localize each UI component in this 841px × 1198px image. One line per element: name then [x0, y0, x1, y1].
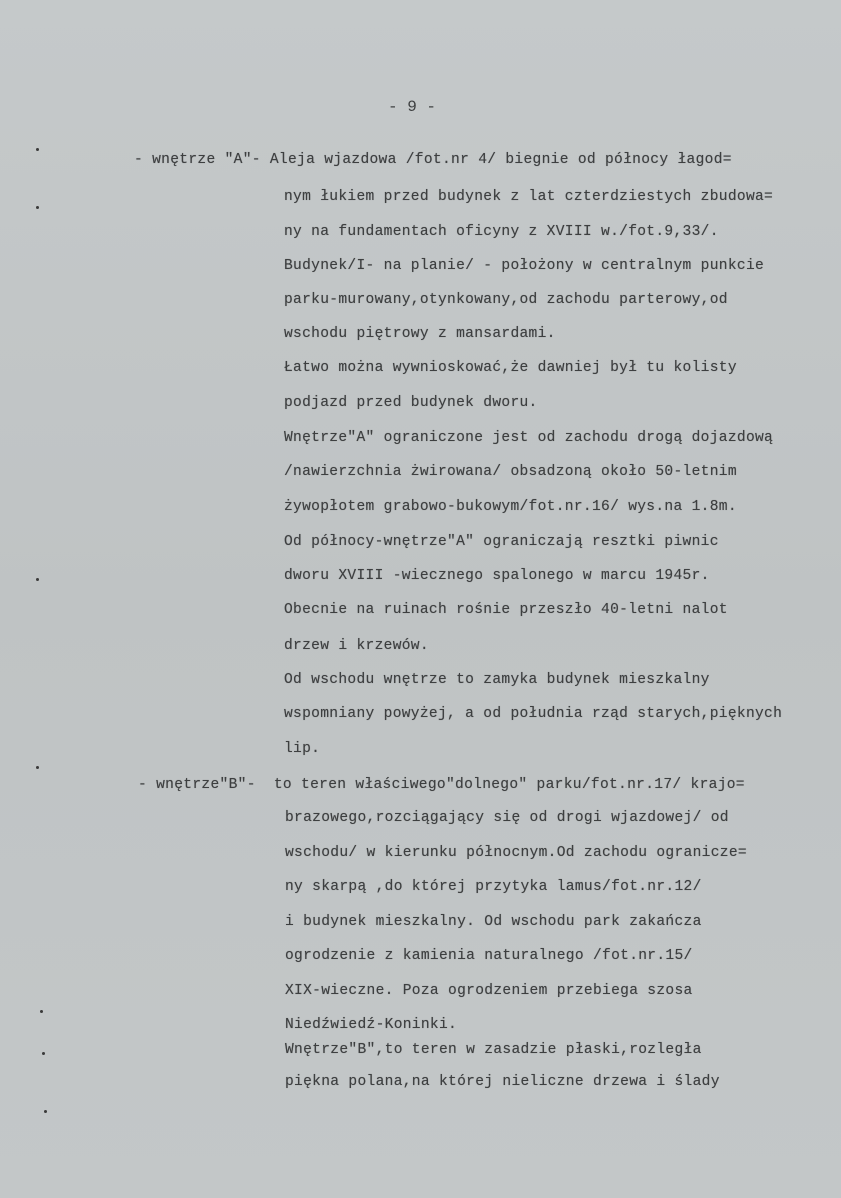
text-line: wschodu piętrowy z mansardami. — [284, 326, 556, 342]
text-line: ny na fundamentach oficyny z XVIII w./fot.9,33/. — [284, 224, 719, 240]
text-line: Wnętrze"A" ograniczone jest od zachodu drogą dojazdową — [284, 430, 774, 446]
margin-dot — [44, 1110, 47, 1113]
text-line: podjazd przed budynek dworu. — [284, 395, 538, 411]
text-line: Niedźwiedź-Koninki. — [285, 1017, 458, 1033]
text-line: Wnętrze"B",to teren w zasadzie płaski,rozległa — [285, 1042, 702, 1058]
margin-dot — [36, 578, 39, 581]
text-line: wspomniany powyżej, a od południa rząd starych,pięknych — [284, 706, 783, 722]
text-line: Obecnie na ruinach rośnie przeszło 40-letni nalot — [284, 602, 728, 618]
text-line: - wnętrze "A"- Aleja wjazdowa /fot.nr 4/ biegnie od północy łagod= — [134, 152, 732, 168]
text-line: brazowego,rozciągający się od drogi wjazdowej/ od — [285, 810, 729, 826]
text-line: wschodu/ w kierunku północnym.Od zachodu ogranicze= — [285, 845, 747, 861]
text-line: parku-murowany,otynkowany,od zachodu parterowy,od — [284, 292, 728, 308]
margin-dot — [36, 766, 39, 769]
text-line: lip. — [284, 741, 321, 757]
text-line: ogrodzenie z kamienia naturalnego /fot.nr.15/ — [285, 948, 693, 964]
text-line: piękna polana,na której nieliczne drzewa i ślady — [285, 1074, 720, 1090]
page-number: - 9 - — [388, 98, 437, 116]
margin-dot — [40, 1010, 43, 1013]
margin-dot — [36, 148, 39, 151]
text-line: Budynek/I- na planie/ - położony w centralnym punkcie — [284, 258, 765, 274]
text-line: Od północy-wnętrze"A" ograniczają resztki piwnic — [284, 534, 719, 550]
text-line: dworu XVIII -wiecznego spalonego w marcu 1945r. — [284, 568, 710, 584]
margin-dot — [36, 206, 39, 209]
text-line: /nawierzchnia żwirowana/ obsadzoną około 50-letnim — [284, 464, 737, 480]
text-line: i budynek mieszkalny. Od wschodu park zakańcza — [285, 914, 702, 930]
text-line: ny skarpą ,do której przytyka lamus/fot.nr.12/ — [285, 879, 702, 895]
text-line: żywopłotem grabowo-bukowym/fot.nr.16/ wys.na 1.8m. — [284, 499, 737, 515]
text-line: XIX-wieczne. Poza ogrodzeniem przebiega szosa — [285, 983, 693, 999]
text-line: - wnętrze"B"- to teren właściwego"dolnego" parku/fot.nr.17/ krajo= — [138, 777, 745, 793]
text-line: nym łukiem przed budynek z lat czterdziestych zbudowa= — [284, 189, 774, 205]
text-line: Od wschodu wnętrze to zamyka budynek mieszkalny — [284, 672, 710, 688]
margin-dot — [42, 1052, 45, 1055]
text-line: Łatwo można wywnioskować,że dawniej był tu kolisty — [284, 360, 737, 376]
text-line: drzew i krzewów. — [284, 638, 429, 654]
